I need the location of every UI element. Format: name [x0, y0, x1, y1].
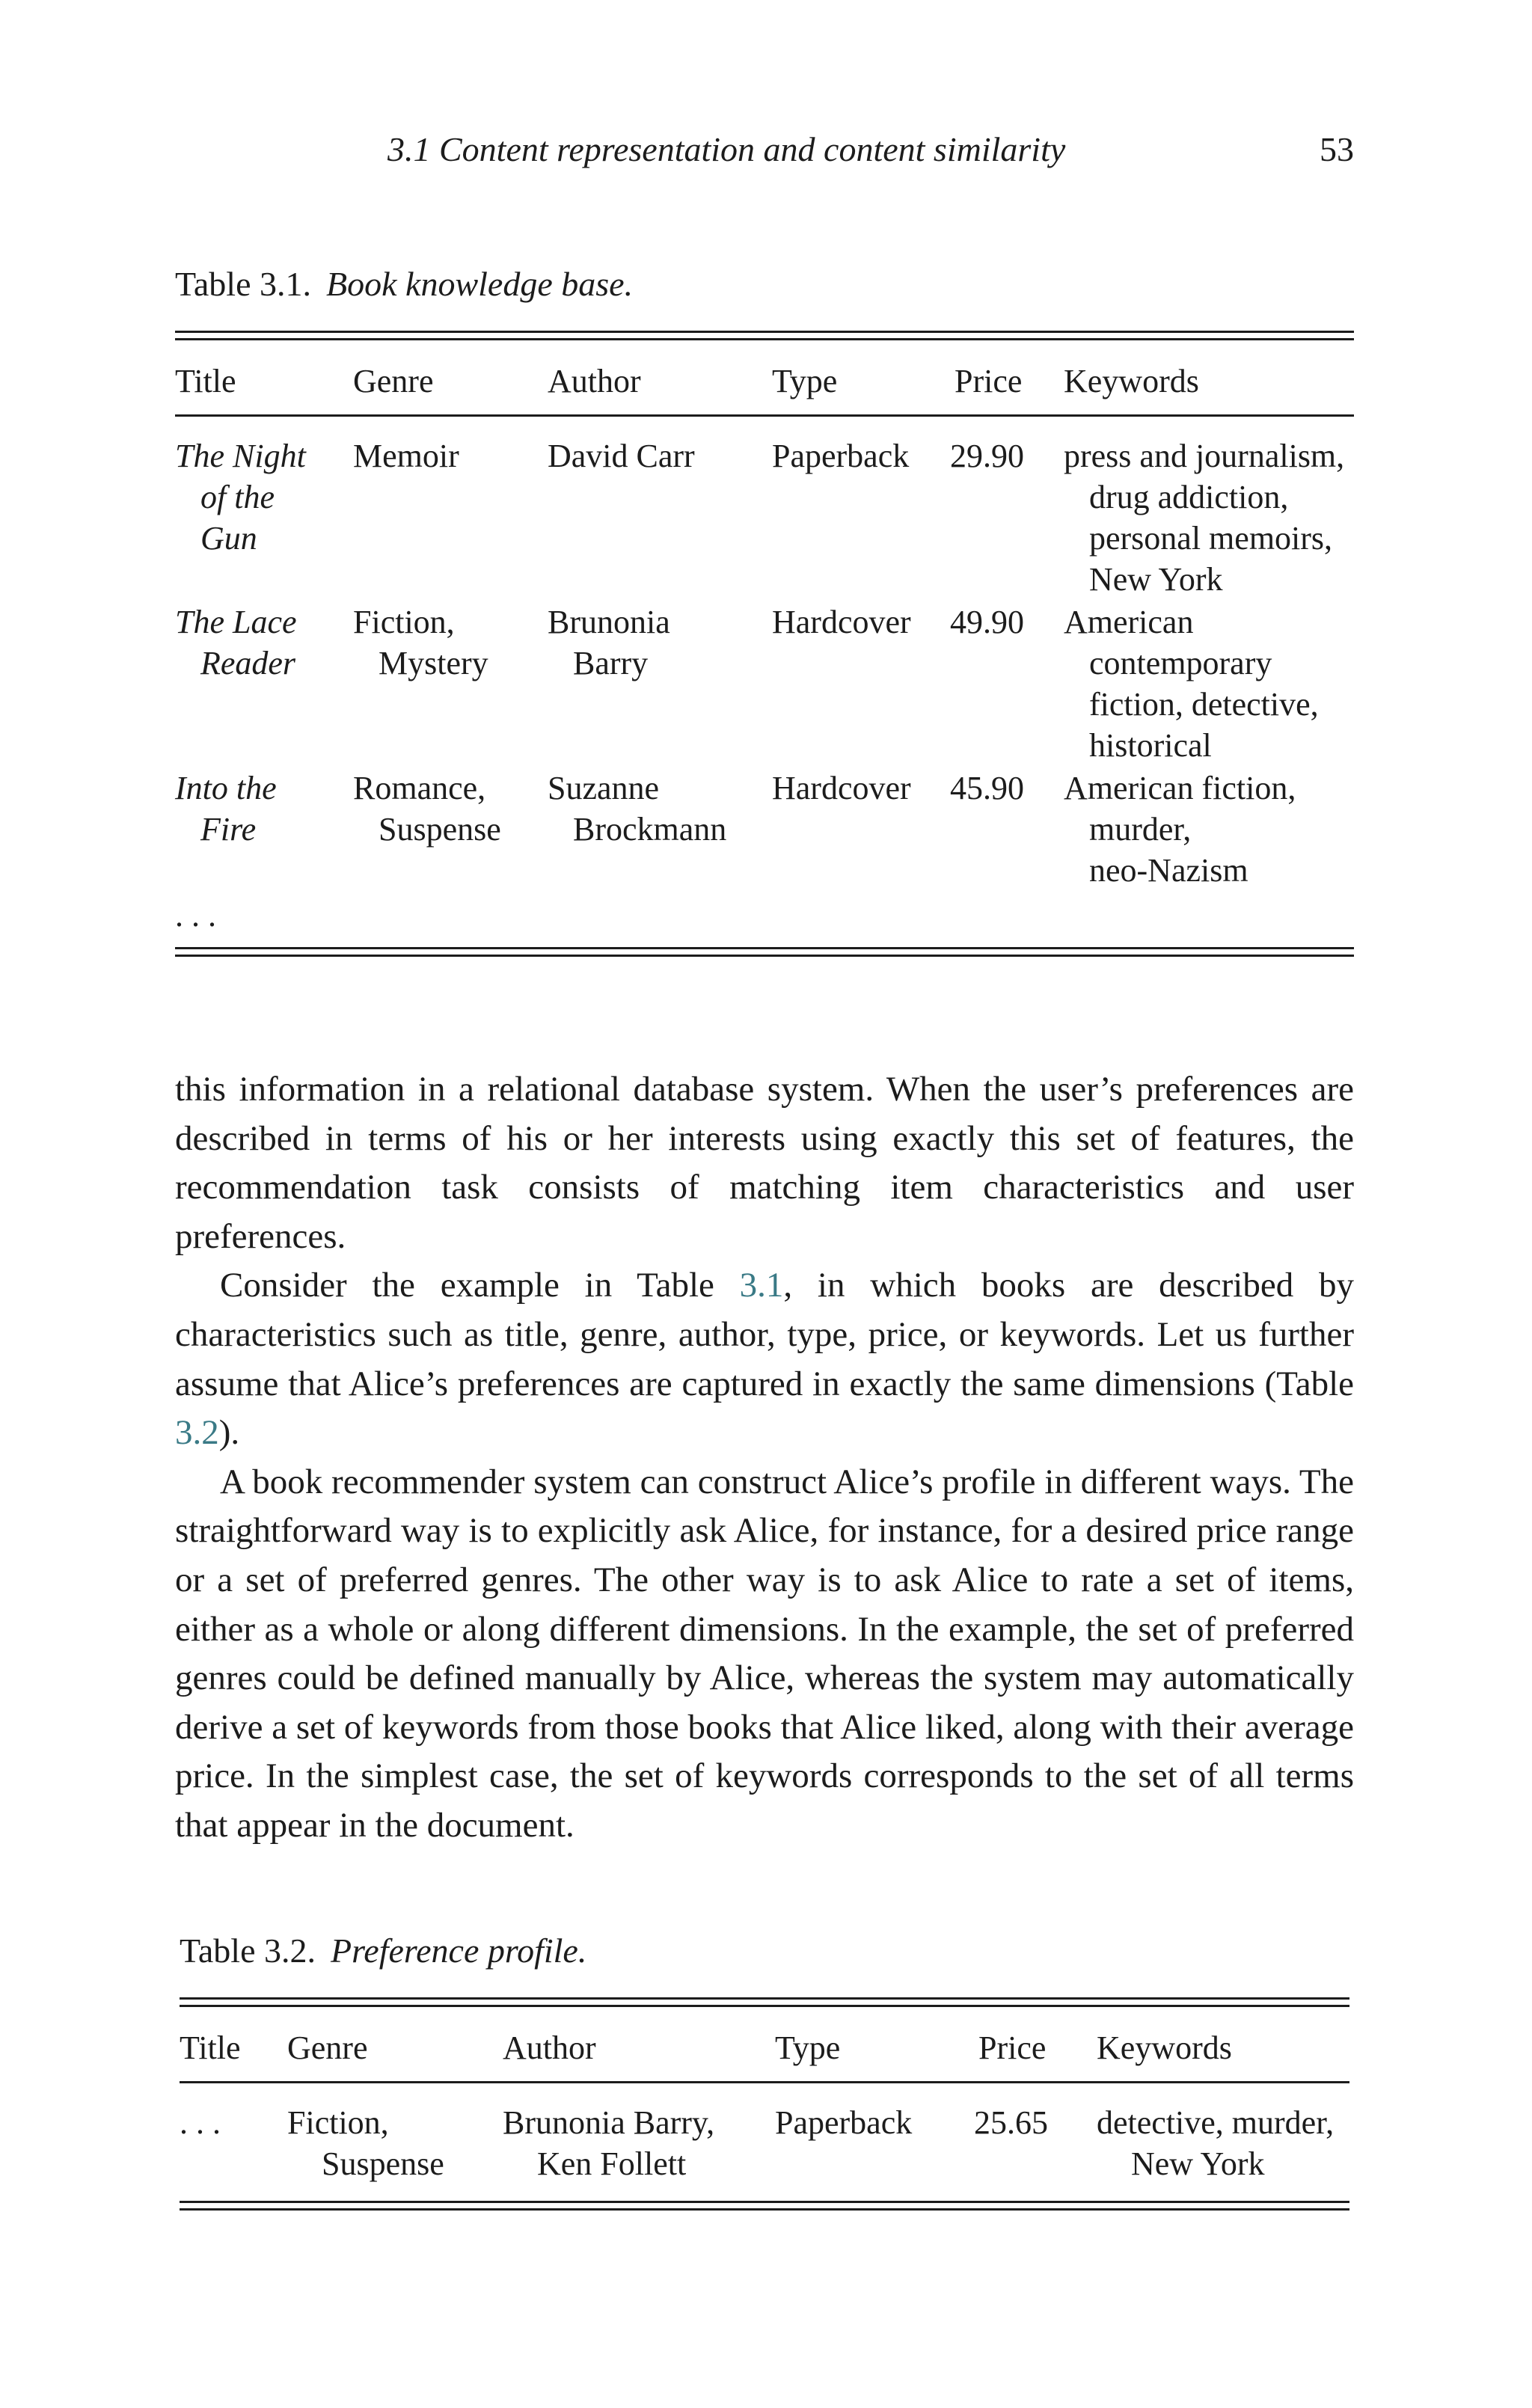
table2-header-title: Title — [180, 2029, 241, 2066]
book-genre: Romance, Suspense — [353, 770, 501, 848]
table2-header-type: Type — [775, 2029, 841, 2066]
book-price: 29.90 — [950, 438, 1024, 474]
book-keywords: American contemporary fiction, detective, historical — [1064, 604, 1319, 764]
page-number: 53 — [1320, 130, 1354, 168]
table2-header-genre: Genre — [287, 2029, 368, 2066]
table1-title: Book knowledge base. — [326, 265, 634, 303]
book-type: Hardcover — [772, 604, 911, 640]
table2-label: Table 3.2. — [180, 1931, 316, 1970]
table2-top-rule-2 — [180, 2005, 1349, 2007]
book-genre: Memoir — [353, 438, 459, 474]
profile-keywords: detective, murder, New York — [1097, 2104, 1335, 2182]
table2-caption — [180, 1927, 586, 1975]
table1-label: Table 3.1. — [175, 265, 312, 303]
table1-bottom-rule-2 — [175, 955, 1354, 957]
table2-title: Preference profile. — [331, 1931, 587, 1970]
table2-header-price: Price — [978, 2029, 1047, 2066]
profile-price: 25.65 — [974, 2104, 1048, 2141]
table1-header-keywords: Keywords — [1064, 363, 1199, 399]
table1-header-genre: Genre — [353, 363, 434, 399]
table-3-1-link[interactable]: 3.1 — [739, 1266, 784, 1305]
table2-top-rule-1 — [180, 1997, 1349, 2000]
book-author: Suzanne Brockmann — [548, 770, 727, 848]
profile-author: Brunonia Barry, Ken Follett — [503, 2104, 715, 2182]
running-title: 3.1 Content representation and content similarity — [387, 130, 1066, 168]
book-title: Into the Fire — [175, 770, 277, 848]
profile-title: . . . — [180, 2104, 221, 2141]
table2-bottom-rule-2 — [180, 2208, 1349, 2211]
book-price: 49.90 — [950, 604, 1024, 640]
paragraph-2: Consider the example in Table 3.1, in which books are described by characteristics such as title, genre, author, type, price, or keywords. Let us further assume that Alice’s preferences are captured in exactly the same dimensions (Table 3.2). — [175, 1266, 1355, 1453]
table1-header-type: Type — [772, 363, 838, 399]
book-price: 45.90 — [950, 770, 1024, 806]
book-title: The Lace Reader — [175, 604, 297, 681]
paragraph-3: A book recommender system can construct Alice’s profile in different ways. The straightforward way is to explicitly ask Alice, for instance, for a desired price range or a set of preferred genres. The other way is to ask Alice to rate a set of items, either as a whole or along different dimensions. In the example, the set of preferred genres could be defined manually by Alice, whereas the system may automatically derive a set of keywords from those books that Alice liked, along with their average price. In the simplest case, the set of keywords corresponds to the set of all terms that appear in the document. — [175, 1462, 1354, 1845]
book-keywords: press and journalism, drug addiction, personal memoirs, New York — [1064, 438, 1345, 598]
table1-header-price: Price — [955, 363, 1023, 399]
book-type: Hardcover — [772, 770, 911, 806]
book-author: Brunonia Barry — [548, 604, 670, 681]
table1-caption — [175, 260, 633, 308]
table1-ellipsis: . . . — [175, 897, 216, 934]
table1-header-title: Title — [175, 363, 236, 399]
running-head — [387, 126, 1352, 174]
profile-type: Paperback — [775, 2104, 913, 2141]
body-text — [175, 1065, 1354, 1851]
table2-bottom-rule-1 — [180, 2201, 1349, 2203]
table2-header-keywords: Keywords — [1097, 2029, 1232, 2066]
table1-top-rule-2 — [175, 338, 1354, 340]
table2-header-rule — [180, 2081, 1349, 2083]
table1-header-rule — [175, 414, 1354, 417]
book-title: The Night of the Gun — [175, 438, 306, 557]
book-author: David Carr — [548, 438, 695, 474]
book-keywords: American fiction, murder, neo-Nazism — [1064, 770, 1296, 889]
table2-header-author: Author — [503, 2029, 596, 2066]
book-type: Paperback — [772, 438, 910, 474]
table-3-2-link[interactable]: 3.2 — [175, 1413, 219, 1453]
paragraph-1: this information in a relational database system. When the user’s preferences are described in terms of his or her interests using exactly this set of features, the recommendation task consists of matching item characteristics and user preferences. — [175, 1070, 1354, 1256]
profile-genre: Fiction, Suspense — [287, 2104, 444, 2182]
table1-top-rule-1 — [175, 331, 1354, 333]
table1-bottom-rule-1 — [175, 947, 1354, 949]
table1-header-author: Author — [548, 363, 641, 399]
book-genre: Fiction, Mystery — [353, 604, 488, 681]
